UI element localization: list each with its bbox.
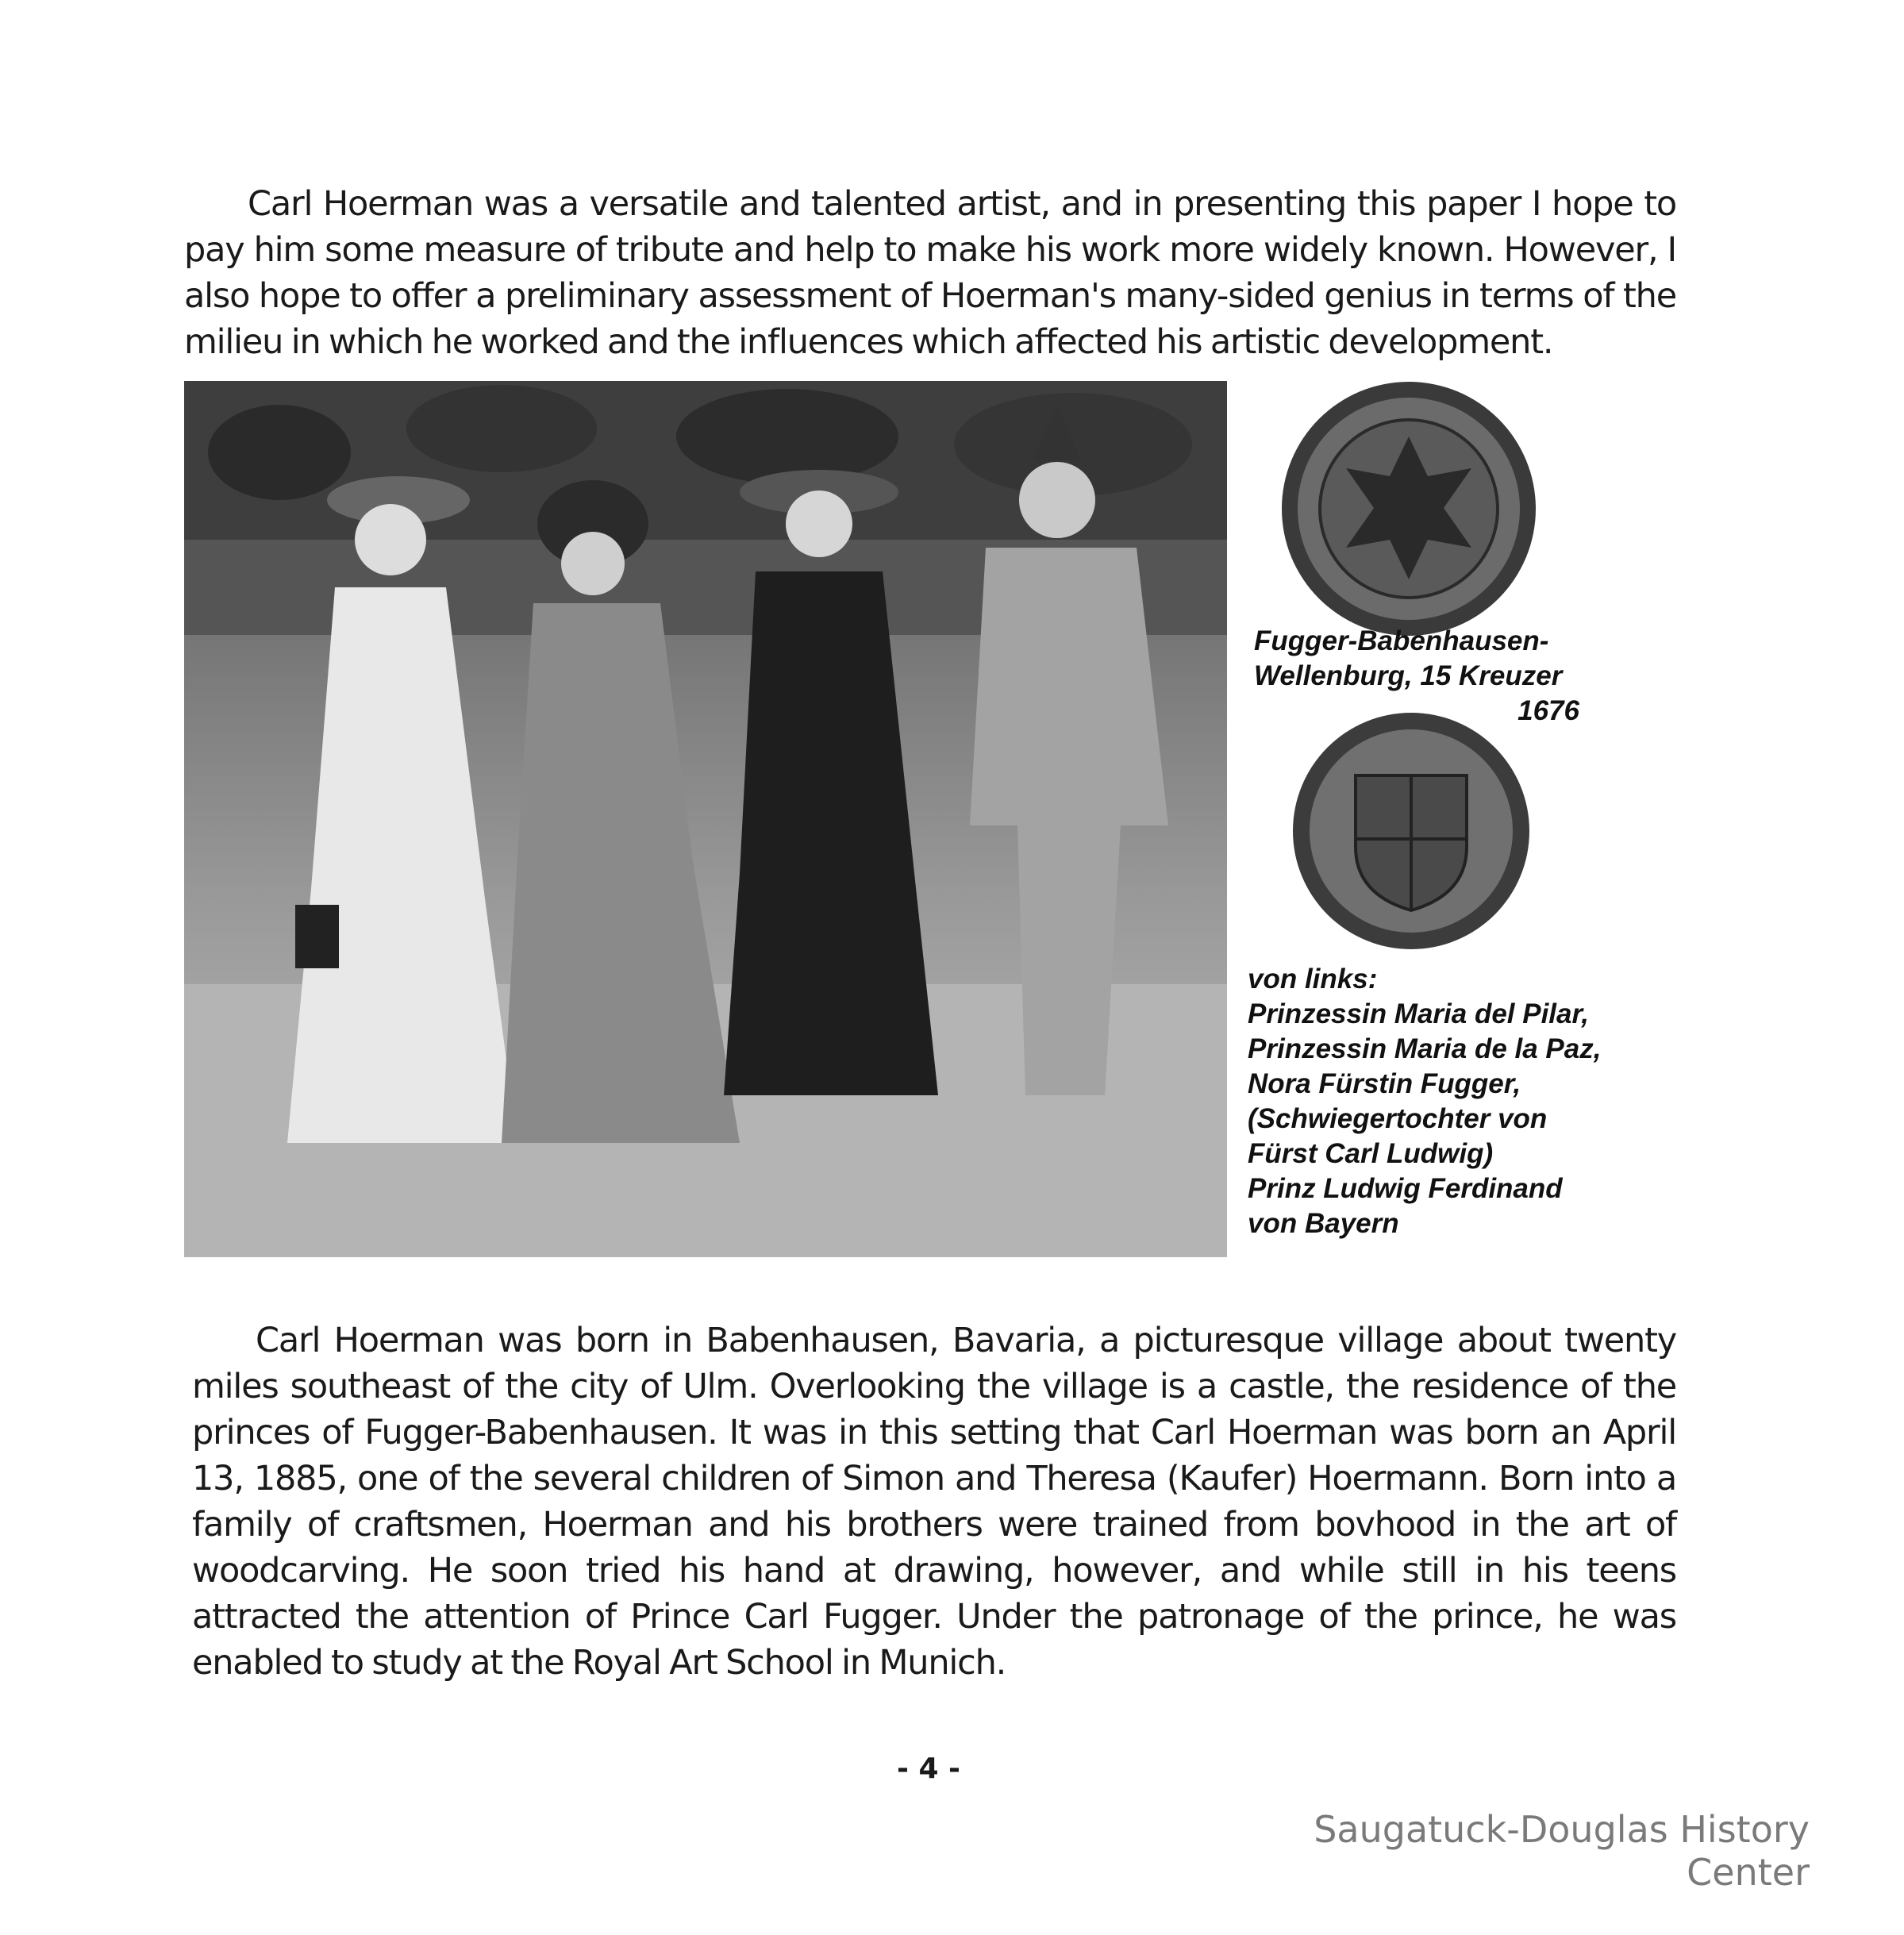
intro-paragraph: Carl Hoerman was a versatile and talented artist, and in presenting this paper I hope to pay him some measure of tribute and help to make his work more widely known. However, I also hope to offer a preliminary assessment of Hoerman's many-sided genius in terms of the milieu in which he worked and the influences which affected his artistic development. — [184, 184, 1676, 362]
page-number: - 4 - — [897, 1752, 960, 1785]
coin-reverse-arms — [1292, 712, 1530, 950]
coin-caption — [1254, 624, 1603, 729]
caption-line: Nora Fürstin Fugger, — [1248, 1068, 1521, 1099]
caption-line: Prinzessin Maria de la Paz, — [1248, 1033, 1602, 1064]
historical-group-photo — [184, 381, 1227, 1257]
caption-line: Fürst Carl Ludwig) — [1248, 1138, 1494, 1169]
coin-caption-year: 1676 — [1517, 695, 1579, 726]
coin-caption-line1: Fugger-Babenhausen- — [1254, 625, 1549, 656]
caption-line: von links: — [1248, 964, 1378, 994]
photo-caption — [1248, 962, 1676, 1241]
watermark: Saugatuck-Douglas History Center — [1314, 1808, 1810, 1894]
caption-line: (Schwiegertochter von — [1248, 1103, 1548, 1134]
biography-paragraph: Carl Hoerman was born in Babenhausen, Bavaria, a picturesque village about twenty miles southeast of the city of Ulm. Overlooking the village is a castle, the residence of the princes of Fugger-Babenhausen. It was in this setting that Carl Hoerman was born an April 13, 1885, one of the several children of Simon and Theresa (Kaufer) Hoermann. Born into a family of craftsmen, Hoerman and his brothers were trained from bovhood in the art of woodcarving. He soon tried his hand at drawing, however, and while still in his teens attracted the attention of Prince Carl Fugger. Under the patronage of the prince, he was enabled to study at the Royal Art School in Munich. — [192, 1321, 1676, 1683]
caption-line: Prinz Ludwig Ferdinand — [1248, 1173, 1563, 1204]
coin-obverse-eagle — [1281, 381, 1537, 637]
caption-line: Prinzessin Maria del Pilar, — [1248, 998, 1589, 1029]
coin-caption-line2: Wellenburg, 15 Kreuzer — [1254, 660, 1563, 691]
caption-line: von Bayern — [1248, 1208, 1399, 1239]
